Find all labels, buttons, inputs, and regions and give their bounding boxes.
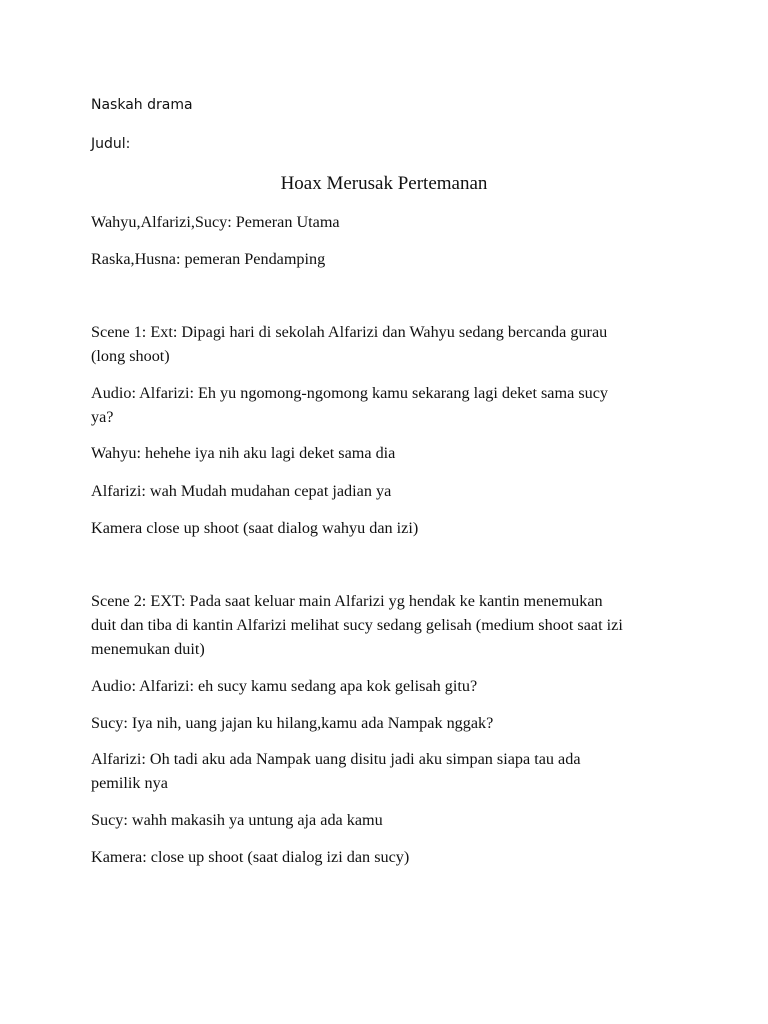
- scene-2-heading-line: duit dan tiba di kantin Alfarizi melihat sucy sedang gelisah (medium shoot saat izi: [91, 616, 623, 634]
- dialog-line: Sucy: Iya nih, uang jajan ku hilang,kamu ada Nampak nggak?: [91, 714, 494, 732]
- dialog-line: Audio: Alfarizi: Eh yu ngomong-ngomong kamu sekarang lagi deket sama sucy: [91, 384, 608, 402]
- scene-1-dialog: [91, 381, 681, 429]
- cast-supporting: Raska,Husna: pemeran Pendamping: [91, 250, 326, 268]
- dialog-line: ya?: [91, 408, 114, 426]
- cast-main: Wahyu,Alfarizi,Sucy: Pemeran Utama: [91, 213, 340, 231]
- dialog-line: Audio: Alfarizi: eh sucy kamu sedang apa kok gelisah gitu?: [91, 677, 478, 695]
- camera-line: Kamera: close up shoot (saat dialog izi dan sucy): [91, 848, 410, 866]
- scene-2-dialog: [91, 808, 681, 832]
- scene-2-heading: [91, 589, 681, 661]
- scene-2-heading-line: Scene 2: EXT: Pada saat keluar main Alfarizi yg hendak ke kantin menemukan: [91, 592, 603, 610]
- scene-1-dialog: [91, 479, 681, 503]
- scene-1-dialog: [91, 441, 681, 465]
- dialog-line: pemilik nya: [91, 774, 168, 792]
- dialog-line: Alfarizi: Oh tadi aku ada Nampak uang disitu jadi aku simpan siapa tau ada: [91, 750, 581, 768]
- scene-1-heading: [91, 320, 681, 368]
- scene-2-heading-line: menemukan duit): [91, 640, 205, 658]
- camera-line: Kamera close up shoot (saat dialog wahyu dan izi): [91, 519, 419, 537]
- scene-2-dialog: [91, 674, 681, 698]
- scene-1-camera: [91, 516, 681, 540]
- document-header: Naskah drama: [91, 97, 193, 113]
- dialog-line: Wahyu: hehehe iya nih aku lagi deket sama dia: [91, 444, 396, 462]
- dialog-line: Alfarizi: wah Mudah mudahan cepat jadian ya: [91, 482, 392, 500]
- scene-1-heading-line: Scene 1: Ext: Dipagi hari di sekolah Alfarizi dan Wahyu sedang bercanda gurau: [91, 323, 608, 341]
- scene-2-dialog: [91, 747, 681, 795]
- dialog-line: Sucy: wahh makasih ya untung aja ada kamu: [91, 811, 383, 829]
- play-title: Hoax Merusak Pertemanan: [280, 173, 488, 194]
- scene-2-dialog: [91, 711, 681, 735]
- scene-1-heading-line: (long shoot): [91, 347, 170, 365]
- scene-2-camera: [91, 845, 681, 869]
- judul-label: Judul:: [91, 136, 131, 152]
